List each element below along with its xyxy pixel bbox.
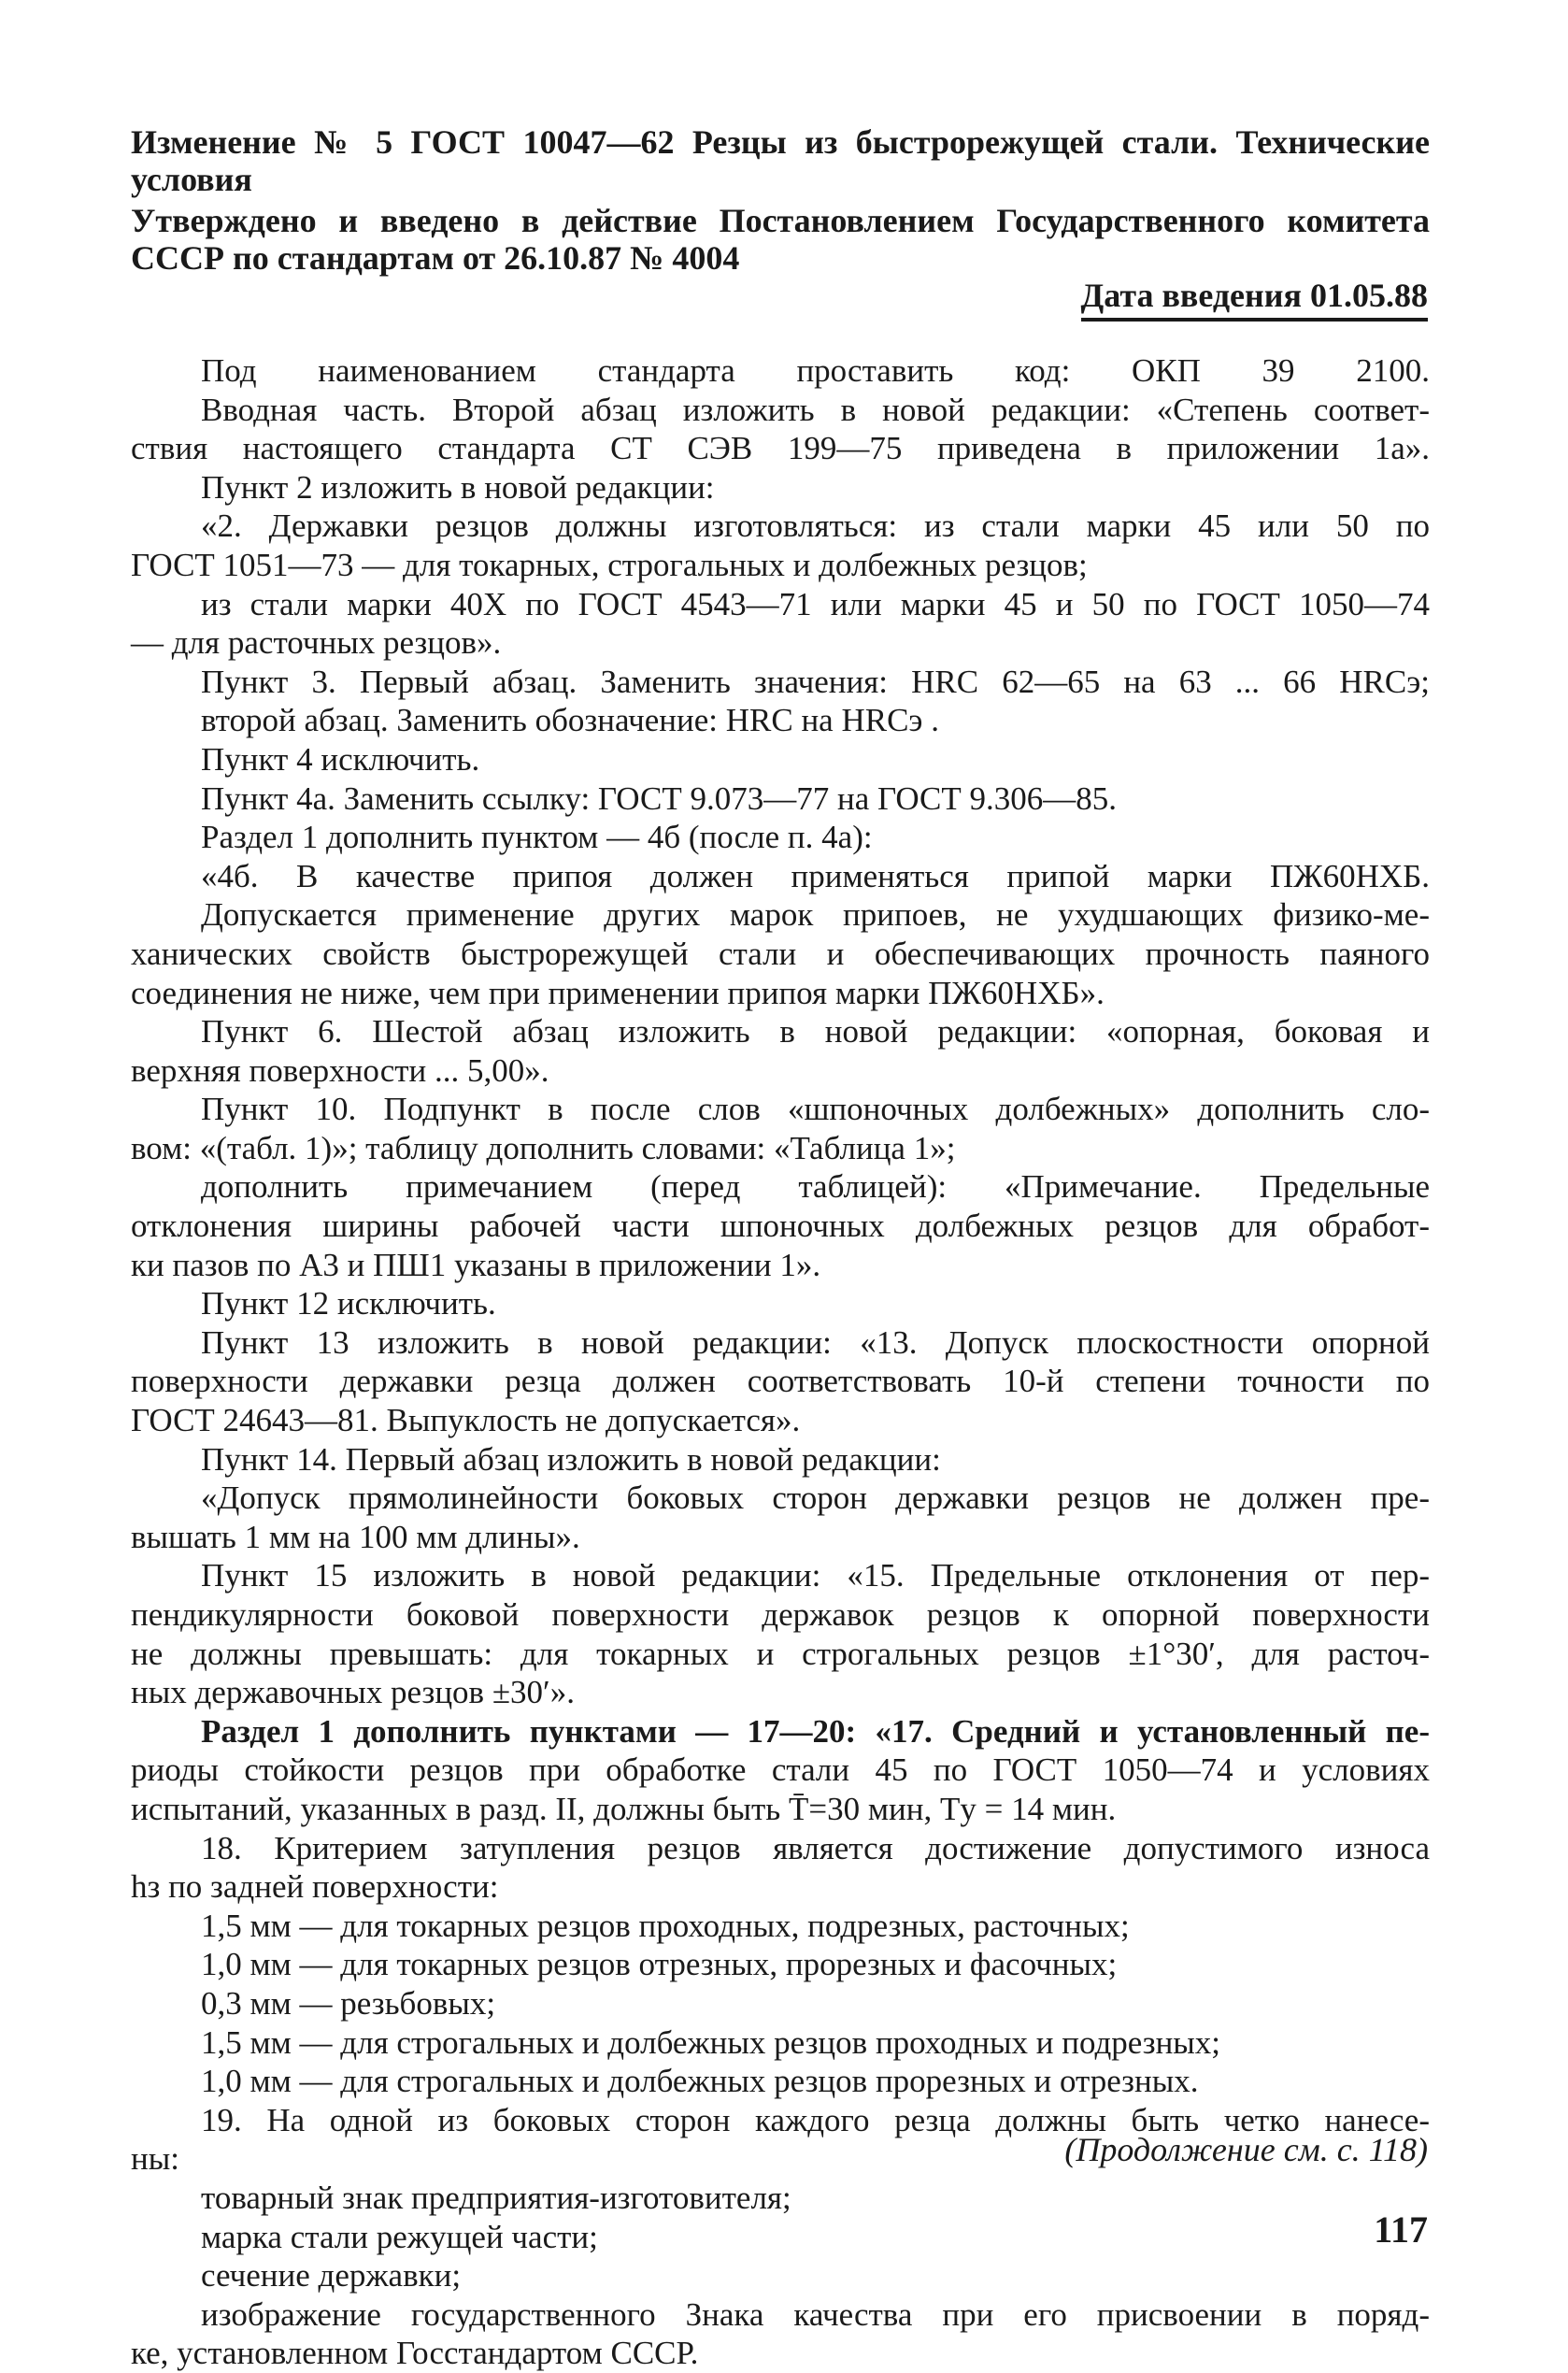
body-line: «Допуск прямолинейности боковых сторон державки резцов не должен пре- [201, 1480, 1430, 1517]
body-line: Вводная часть. Второй абзац изложить в новой редакции: «Степень соответ- [201, 391, 1430, 428]
body-line: второй абзац. Заменить обозначение: HRC на HRCэ . [201, 702, 939, 739]
body-line: Раздел 1 дополнить пунктами — 17—20: «17. Средний и установленный пе- [201, 1712, 1430, 1750]
body-line: риоды стойкости резцов при обработке стали 45 по ГОСТ 1050—74 и условиях [131, 1751, 1430, 1789]
body-line: Пункт 15 изложить в новой редакции: «15. Предельные отклонения от пер- [201, 1557, 1430, 1594]
body-line: hз по задней поверхности: [131, 1868, 499, 1906]
body-line: отклонения ширины рабочей части шпоночных долбежных резцов для обработ- [131, 1208, 1430, 1245]
body-line: ны: [131, 2140, 179, 2178]
body-line: вышать 1 мм на 100 мм длины». [131, 1518, 580, 1555]
body-line: вом: «(табл. 1)»; таблицу дополнить словами: «Таблица 1»; [131, 1129, 956, 1166]
body-line: изображение государственного Знака качества при его присвоении в поряд- [201, 2295, 1430, 2333]
body-line: поверхности державки резца должен соответствовать 10-й степени точности по [131, 1363, 1430, 1400]
body-line: Пункт 14. Первый абзац изложить в новой редакции: [201, 1440, 941, 1478]
body-line: Пункт 2 изложить в новой редакции: [201, 468, 715, 506]
body-line: испытаний, указанных в разд. II, должны быть T̄=30 мин, Tу = 14 мин. [131, 1790, 1117, 1827]
body-line: «2. Державки резцов должны изготовляться: из стали марки 45 или 50 по [201, 507, 1430, 545]
body-line: ханических свойств быстрорежущей стали и обеспечивающих прочность паяного [131, 935, 1430, 972]
body-line: Пункт 4 исключить. [201, 740, 480, 778]
page-number: 117 [1374, 2209, 1428, 2251]
body-line: соединения не ниже, чем при применении припоя марки ПЖ60НХБ». [131, 974, 1105, 1011]
body-line: 1,5 мм — для строгальных и долбежных резцов проходных и подрезных; [201, 2023, 1221, 2061]
body-line: Под наименованием стандарта проставить код: ОКП 39 2100. [201, 352, 1430, 389]
approval-line1: Утверждено и введено в действие Постановлением Государственного комитета [131, 202, 1430, 239]
body-line: дополнить примечанием (перед таблицей): «Примечание. Предельные [201, 1168, 1430, 1206]
body-line: ных державочных резцов ±30′». [131, 1674, 575, 1711]
body-line: пендикулярности боковой поверхности державок резцов к опорной поверхности [131, 1596, 1430, 1633]
amendment-title-line2: условия [131, 161, 252, 198]
body-line: из стали марки 40Х по ГОСТ 4543—71 или марки 45 и 50 по ГОСТ 1050—74 [201, 585, 1430, 622]
body-line: 0,3 мм — резьбовых; [201, 1984, 496, 2022]
document-body [131, 351, 1430, 2373]
body-line: ствия настоящего стандарта СТ СЭВ 199—75 приведена в приложении 1а». [131, 430, 1430, 467]
body-line: ГОСТ 24643—81. Выпуклость не допускается». [131, 1402, 801, 1439]
body-line: Пункт 6. Шестой абзац изложить в новой редакции: «опорная, боковая и [201, 1013, 1430, 1051]
body-line: Раздел 1 дополнить пунктом — 4б (после п. 4а): [201, 819, 873, 856]
body-line: Пункт 10. Подпункт в после слов «шпоночных долбежных» дополнить сло- [201, 1091, 1430, 1128]
body-line: верхняя поверхности ... 5,00». [131, 1051, 549, 1089]
body-line: — для расточных резцов». [131, 624, 502, 662]
effective-date: Дата введения 01.05.88 [1081, 277, 1429, 322]
amendment-title [131, 123, 1430, 198]
body-line: сечение державки; [201, 2257, 462, 2294]
body-line: Пункт 3. Первый абзац. Заменить значения: HRC 62—65 на 63 ... 66 HRCэ; [201, 663, 1430, 700]
continuation-note: (Продолжение см. с. 118) [1064, 2131, 1428, 2168]
body-line: 1,0 мм — для токарных резцов отрезных, прорезных и фасочных; [201, 1946, 1118, 1983]
body-line: ки пазов по А3 и ПШ1 указаны в приложении 1». [131, 1246, 821, 1283]
body-line: 18. Критерием затупления резцов является достижение допустимого износа [201, 1829, 1430, 1866]
body-line: 1,0 мм — для строгальных и долбежных резцов прорезных и отрезных. [201, 2063, 1199, 2100]
body-line: товарный знак предприятия-изготовителя; [201, 2179, 791, 2216]
body-line: ке, установленном Госстандартом СССР. [131, 2335, 699, 2372]
body-line: 1,5 мм — для токарных резцов проходных, подрезных, расточных; [201, 1907, 1130, 1944]
body-line: 19. На одной из боковых сторон каждого резца должны быть четко нанесе- [201, 2101, 1430, 2138]
body-line: Пункт 12 исключить. [201, 1285, 496, 1322]
body-line: ГОСТ 1051—73 — для токарных, строгальных и долбежных резцов; [131, 546, 1088, 583]
body-line: Пункт 13 изложить в новой редакции: «13. Допуск плоскостности опорной [201, 1323, 1430, 1361]
amendment-title-line1: Изменение № 5 ГОСТ 10047—62 Резцы из быстрорежущей стали. Технические [131, 123, 1430, 161]
body-line: Допускается применение других марок припоев, не ухудшающих физико-ме- [201, 896, 1430, 934]
body-line: Пункт 4а. Заменить ссылку: ГОСТ 9.073—77 на ГОСТ 9.306—85. [201, 779, 1118, 817]
approval-statement [131, 202, 1430, 277]
body-line: не должны превышать: для токарных и строгальных резцов ±1°30′, для расточ- [131, 1635, 1430, 1672]
body-line: «4б. В качестве припоя должен применяться припой марки ПЖ60НХБ. [201, 857, 1430, 894]
body-line: марка стали режущей части; [201, 2218, 598, 2255]
approval-line2: СССР по стандартам от 26.10.87 № 4004 [131, 239, 740, 277]
